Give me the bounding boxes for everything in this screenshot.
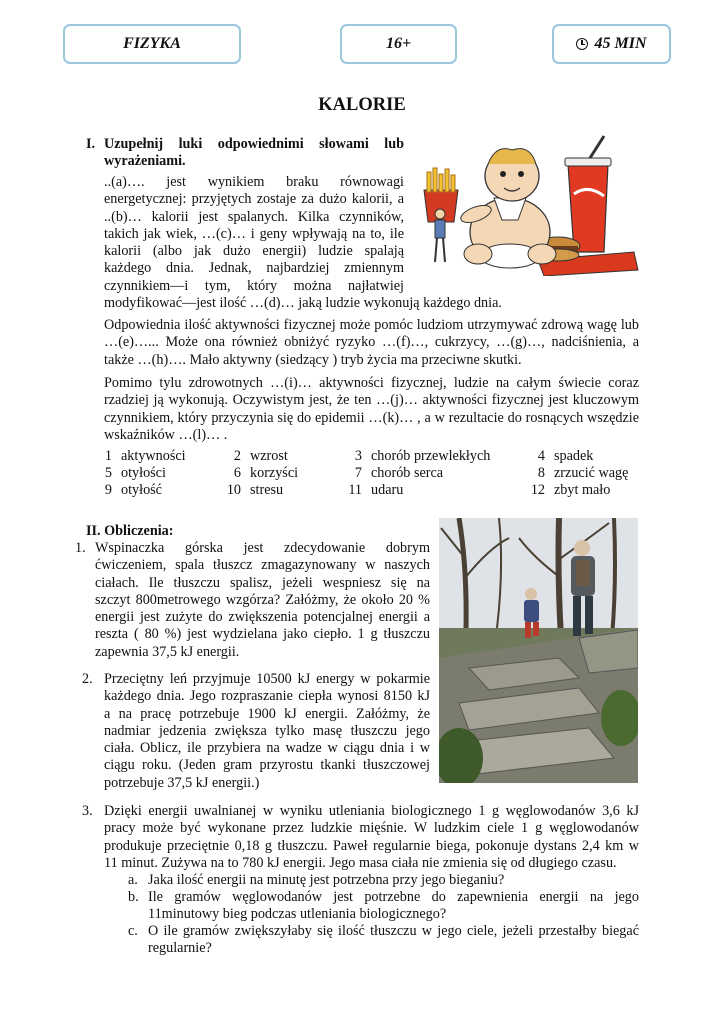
question-2-line: każdego dnia. Jego rozpraszanie ciepła wynosi 8150 kJ bbox=[104, 688, 430, 705]
word-option: chorób serca bbox=[371, 465, 444, 482]
paragraph-1-line: czynnikiem—i tym, który można najłatwiej bbox=[104, 277, 404, 294]
word-option: otyłości bbox=[121, 465, 166, 482]
word-number: 4 bbox=[537, 448, 545, 464]
question-2-line: ciągu roku. (Jeden gram przyrostu tkanki tłuszczowej bbox=[104, 757, 430, 774]
subject-label: FIZYKA bbox=[123, 35, 181, 52]
word-option: zbyt mało bbox=[554, 482, 611, 499]
question-1-line: energii jest zużyte do zwiększenia potencjalnej energii a bbox=[95, 609, 430, 626]
clock-icon bbox=[576, 38, 588, 50]
word-option: udaru bbox=[371, 482, 404, 499]
subquestion-c-line: O ile gramów zwiększyłaby się ilość tłuszczu w jego ciele, jeżeli przestałby biegać bbox=[148, 923, 639, 939]
word-option: zrzucić wagę bbox=[554, 465, 629, 482]
word-number: 8 bbox=[537, 465, 545, 482]
word-option: wzrost bbox=[250, 448, 288, 464]
word-bank-row bbox=[100, 448, 644, 465]
subquestion-b-label: b. bbox=[128, 889, 139, 905]
subquestion-c-line: regularnie? bbox=[148, 940, 212, 956]
paragraph-3: Pomimo tylu zdrowotnych …(i)… aktywności fizycznej, ludzie na całym świecie coraz rzadziej ją wykonują. Oczywistym jest, że ten …(j)… aktywności fizycznej jest kluczowym czynnikiem, który przyczynia się do epidemii …(k)… , a w rezultacie do rosnących wszędzie wskaźników …(l)… . bbox=[104, 375, 639, 443]
question-1-line: ćwiczeniem, spala tłuszcz zmagazynowany w naszych bbox=[95, 557, 430, 574]
word-number: 7 bbox=[354, 465, 362, 482]
word-option: aktywności bbox=[121, 448, 186, 464]
question-1-line: szczyt 800metrowego wzgórza? Załóżmy, że około 20 % bbox=[95, 591, 430, 608]
word-bank-row bbox=[100, 482, 644, 499]
section1-heading-line2: wyrażeniami. bbox=[104, 153, 186, 169]
paragraph-1-line: ..(a)…. jest wynikiem braku równowagi bbox=[104, 174, 404, 190]
page-title: KALORIE bbox=[318, 95, 406, 115]
section1-heading-line1: Uzupełnij luki odpowiednimi słowami lub bbox=[104, 136, 404, 152]
word-number: 6 bbox=[233, 465, 241, 482]
subquestion-b-line: 11minutowy bieg podczas utleniania biologicznego? bbox=[148, 906, 447, 922]
paragraph-1-line: takich jak wiek, …(c)… i geny wpływają na to, ile bbox=[104, 225, 404, 242]
word-number: 3 bbox=[354, 448, 362, 464]
word-option: korzyści bbox=[250, 465, 299, 482]
question-1-line: ciałach. Ile tłuszczu spalisz, jeżeli wespniesz się na bbox=[95, 574, 430, 591]
paragraph-1-line: ..(b)… kalorii jest spalanych. Kilka czynników, bbox=[104, 208, 404, 225]
subquestion-c-label: c. bbox=[128, 923, 138, 939]
word-option: stresu bbox=[250, 482, 284, 499]
paragraph-1 bbox=[104, 174, 502, 312]
question-2-line: a na pracę potrzebuje 1900 kJ energii. Załóżmy, że bbox=[104, 705, 430, 722]
word-number: 9 bbox=[104, 482, 112, 499]
word-number: 5 bbox=[104, 465, 112, 482]
age-label: 16+ bbox=[385, 35, 412, 52]
word-option: spadek bbox=[554, 448, 594, 464]
question-3-line: pracy może być wykonane przez ludzkie mięśnie. W ludzkim ciele 1 g węglowodanów bbox=[104, 820, 639, 837]
word-number: 12 bbox=[530, 482, 545, 499]
question-3-line: 11 minut. Zużywa na to 780 kJ energii. Jego masa ciała nie zmienia się od długiego czasu. bbox=[104, 854, 617, 871]
time-box bbox=[552, 24, 671, 64]
question-2-line: nadmiar jedzenia zwiększa tylko masę tłuszczu jego bbox=[104, 722, 430, 739]
question-3 bbox=[104, 803, 639, 872]
question-2-line: potrzebuje 37,5 kJ energii.) bbox=[104, 774, 260, 791]
subquestion-a: Jaka ilość energii na minutę jest potrzebna przy jego bieganiu? bbox=[148, 872, 505, 888]
question-1 bbox=[95, 540, 430, 661]
question-1-line: Wspinaczka górska jest zdecydowanie dobrym bbox=[95, 540, 430, 556]
hiking-photo-image bbox=[439, 518, 638, 783]
question-3-line: produkuje przeciętnie 0,18 g tłuszczu. Paweł regularnie biega, pokonuje dystans 2,4 km w bbox=[104, 837, 639, 854]
question-1-line: reszta ( 80 %) jest wydzielana jako ciepło. 1 g tłuszczu bbox=[95, 626, 430, 643]
word-number: 1 bbox=[104, 448, 112, 464]
question-2-line: ciała. Oblicz, ile przybiera na wadze w ciągu dnia i w bbox=[104, 740, 430, 757]
section1-number: I. bbox=[86, 136, 96, 152]
question-3-line: Dzięki energii uwalnianej w wyniku utleniania biologicznego 1 g węglowodanów 3,6 kJ bbox=[104, 803, 639, 819]
word-option: otyłość bbox=[121, 482, 162, 499]
subquestion-b-line: Ile gramów węglowodanów jest potrzebne do zapewnienia energii na jego bbox=[148, 889, 639, 905]
word-bank-table bbox=[100, 448, 644, 500]
paragraph-2: Odpowiednia ilość aktywności fizycznej może pomóc ludziom utrzymywać zdrową wagę lub …(e)…... Może ona również obniżyć ryzyko …(f)…, cukrzycy, …(g)…, nadciśnienia, a także …(h)…. Mało aktywny (siedzący ) tryb życia ma przeciwne skutki. bbox=[104, 317, 639, 368]
word-option: chorób przewlekłych bbox=[371, 448, 491, 464]
question-1-line: zapewnia 37,5 kJ energii. bbox=[95, 643, 240, 660]
subquestion-a-label: a. bbox=[128, 872, 138, 888]
word-number: 11 bbox=[348, 482, 362, 499]
word-number: 2 bbox=[233, 448, 241, 464]
question-1-number: 1. bbox=[75, 540, 86, 556]
question-2-line: Przeciętny leń przyjmuje 10500 kJ energy w pokarmie bbox=[104, 671, 430, 687]
paragraph-1-line: kalorii (albo jak dużo energii) ludzie spalają bbox=[104, 243, 404, 260]
section2-heading: II. Obliczenia: bbox=[86, 523, 174, 539]
time-label: 45 MIN bbox=[594, 35, 647, 52]
age-box bbox=[340, 24, 457, 64]
word-bank-row bbox=[100, 465, 644, 482]
paragraph-1-line: energetycznej: przyjętych zostaje za dużo kalorii, a bbox=[104, 191, 404, 208]
question-2 bbox=[104, 671, 430, 792]
paragraph-1-line: każdego dnia. Jednak, najbardziej zmiennym bbox=[104, 260, 404, 277]
word-number: 10 bbox=[226, 482, 241, 499]
question-2-number: 2. bbox=[82, 671, 93, 687]
paragraph-1-line: modyfikować—jest ilość …(d)… jaką ludzie wykonują każdego dnia. bbox=[104, 295, 502, 312]
question-3-number: 3. bbox=[82, 803, 93, 819]
subject-box bbox=[63, 24, 241, 64]
